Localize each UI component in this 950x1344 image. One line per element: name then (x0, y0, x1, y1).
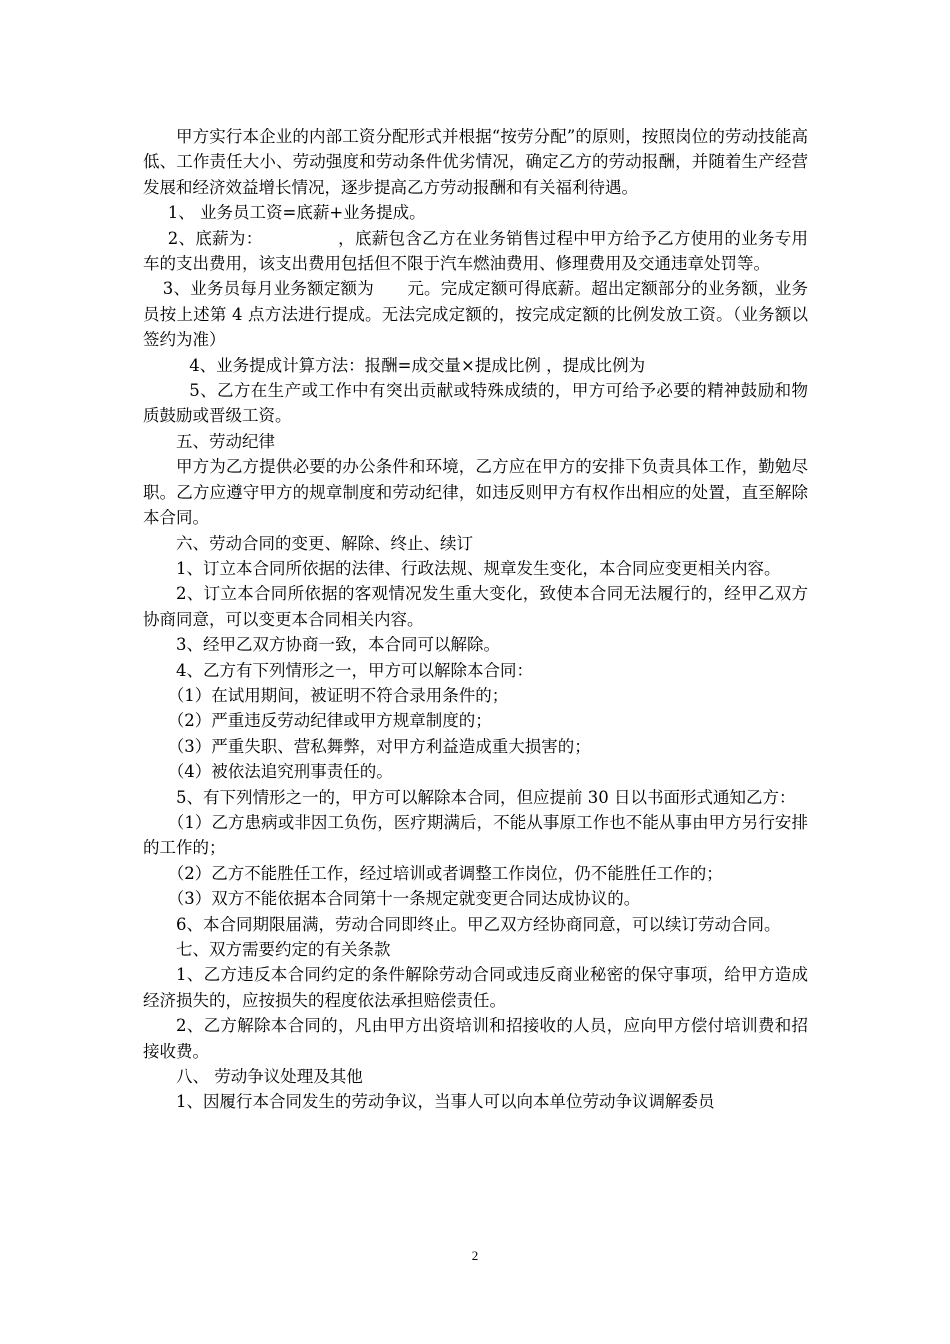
paragraph-training-fees: 2、乙方解除本合同的，凡由甲方出资培训和招接收的人员，应向甲方偿付培训费和招接收费。 (143, 1016, 808, 1061)
paragraph-commission-method: 4、业务提成计算方法：报酬=成交量×提成比例 ，提成比例为 (189, 355, 646, 375)
paragraph-change-law: 1、订立本合同所依据的法律、行政法规、规章发生变化，本合同应变更相关内容。 (176, 558, 781, 578)
paragraph-change-circumstances: 2、订立本合同所依据的客观情况发生重大变化，致使本合同无法履行的，经甲乙双方协商同意，可以变更本合同相关内容。 (143, 584, 808, 629)
section-heading-contract-changes: 六、劳动合同的变更、解除、终止、续订 (176, 533, 473, 553)
paragraph-salary-formula: 1、 业务员工资=底薪+业务提成。 (167, 203, 426, 223)
section-heading-labor-discipline: 五、劳动纪律 (176, 431, 275, 451)
paragraph-contract-expiry: 6、本合同期限届满，劳动合同即终止。甲乙双方经协商同意，可以续订劳动合同。 (176, 914, 781, 934)
list-item-criminal: （4）被依法追究刑事责任的。 (167, 762, 393, 782)
paragraph-wage-principle: 甲方实行本企业的内部工资分配形式并根据“按劳分配”的原则，按照岗位的劳动技能高低、工作责任大小、劳动强度和劳动条件优劣情况，确定乙方的劳动报酬，并随着生产经营发展和经济效益增长情况，逐步提高乙方劳动报酬和有关福利待遇。 (143, 127, 808, 197)
paragraph-rewards: 5、乙方在生产或工作中有突出贡献或特殊成绩的，甲方可给予必要的精神鼓励和物质鼓励或晋级工资。 (143, 381, 808, 426)
section-heading-disputes: 八、 劳动争议处理及其他 (176, 1067, 363, 1087)
page-number: 2 (471, 1248, 479, 1263)
document-body (143, 124, 808, 1115)
list-item-illness: （1）乙方患病或非因工负伤，医疗期满后，不能从事原工作也不能从事由甲方另行安排的工作的； (143, 812, 808, 858)
list-item-discipline-violation: （2）严重违反劳动纪律或甲方规章制度的； (167, 711, 492, 731)
section-heading-agreed-terms: 七、双方需要约定的有关条款 (176, 940, 391, 959)
paragraph-notice-termination: 5、有下列情形之一的，甲方可以解除本合同，但应提前 30 日以书面形式通知乙方： (176, 787, 796, 807)
paragraph-sales-quota: 3、业务员每月业务额定额为 元。完成定额可得底薪。超出定额部分的业务额，业务员按上述第 4 点方法进行提成。无法完成定额的，按完成定额的比例发放工资。（业务额以签约为准） (143, 279, 808, 350)
paragraph-compensation: 1、乙方违反本合同约定的条件解除劳动合同或违反商业秘密的保守事项，给甲方造成经济损失的，应按损失的程度依法承担赔偿责任。 (143, 965, 808, 1010)
paragraph-mutual-termination: 3、经甲乙双方协商一致，本合同可以解除。 (176, 635, 500, 655)
paragraph-termination-cases: 4、乙方有下列情形之一，甲方可以解除本合同： (176, 660, 533, 680)
list-item-no-agreement: （3）双方不能依据本合同第十一条规定就变更合同达成协议的。 (167, 889, 641, 909)
paragraph-discipline: 甲方为乙方提供必要的办公条件和环境，乙方应在甲方的安排下负责具体工作，勤勉尽职。乙方应遵守甲方的规章制度和劳动纪律，如违反则甲方有权作出相应的处置，直至解除本合同。 (143, 457, 808, 528)
list-item-incompetence: （2）乙方不能胜任工作，经过培训或者调整工作岗位，仍不能胜任工作的； (167, 863, 723, 883)
list-item-probation: （1）在试用期间，被证明不符合录用条件的； (167, 685, 509, 705)
list-item-misconduct: （3）严重失职、营私舞弊，对甲方利益造成重大损害的； (167, 736, 591, 756)
paragraph-dispute-resolution: 1、因履行本合同发生的劳动争议，当事人可以向本单位劳动争议调解委员 (176, 1092, 715, 1112)
paragraph-base-salary: 2、底薪为： ，底薪包含乙方在业务销售过程中甲方给予乙方使用的业务专用车的支出费用，该支出费用包括但不限于汽车燃油费用、修理费用及交通违章处罚等。 (143, 228, 808, 274)
